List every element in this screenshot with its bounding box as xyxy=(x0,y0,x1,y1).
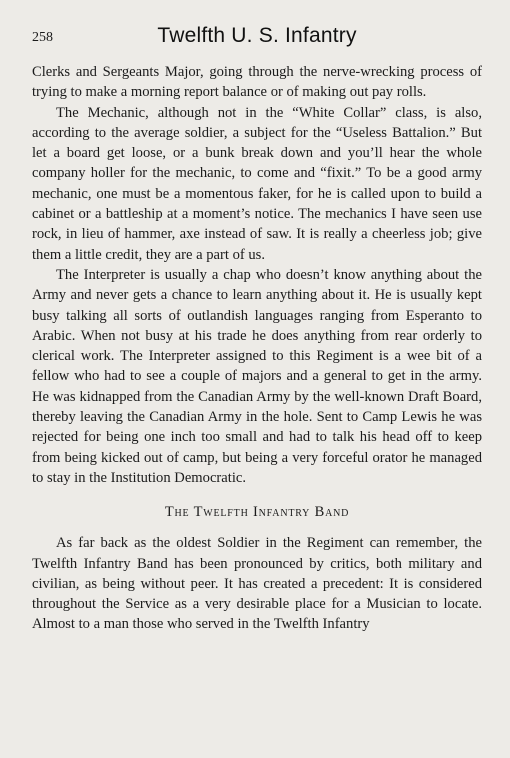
paragraph-mechanic: The Mechanic, although not in the “White Collar” class, is also, according to the average soldier, a subject for the “Useless Battalion.” But let a board get loose, or a bunk break down and you’ll hear the whole company holler for the mechanic, to come and “fixit.” To be a good army mechanic, one must be a momentous faker, for he is called upon to build a cabinet or a battleship at a moment’s notice. The mechanics I have seen use rock, in lieu of hammer, axe instead of saw. It is really a cheerless job; give them a little credit, they are a part of us. xyxy=(32,104,482,263)
paragraph-band: As far back as the oldest Soldier in the Regiment can remember, the Twelfth Infantry Band has been pronounced by critics, both military and civilian, as being without peer. It has created a precedent: It is considered throughout the Service as a very desirable place for a Musician to locate. Almost to a man those who served in the Twelfth Infantry xyxy=(32,535,482,633)
paragraph-interpreter: The Interpreter is usually a chap who doesn’t know anything about the Army and never gets a chance to learn anything about it. He is usually kept busy talking all sorts of outlandish languages ranging from Esperanto to Arabic. When not busy at his trade he does anything from rear orderly to clerical work. The Interpreter assigned to this Regiment is a wee bit of a fellow who had to see a couple of majors and a general to get in the army. He was kidnapped from the Canadian Army by the well-known Draft Board, thereby leaving the Canadian Army in the hole. Sent to Camp Lewis he was rejected for being one inch too small and had to talk his head off to keep from being kicked out of camp, but being a very forceful orator he managed to stay in the Institution Democratic. xyxy=(32,266,482,486)
running-title: Twelfth U. S. Infantry xyxy=(157,24,357,47)
running-header xyxy=(32,24,482,54)
paragraph-clerks: Clerks and Sergeants Major, going through the nerve-wrecking process of trying to make a morning report balance or of making out pay rolls. xyxy=(32,64,482,101)
section-heading: The Twelfth Infantry Band xyxy=(164,504,350,521)
page-number: 258 xyxy=(32,30,53,45)
